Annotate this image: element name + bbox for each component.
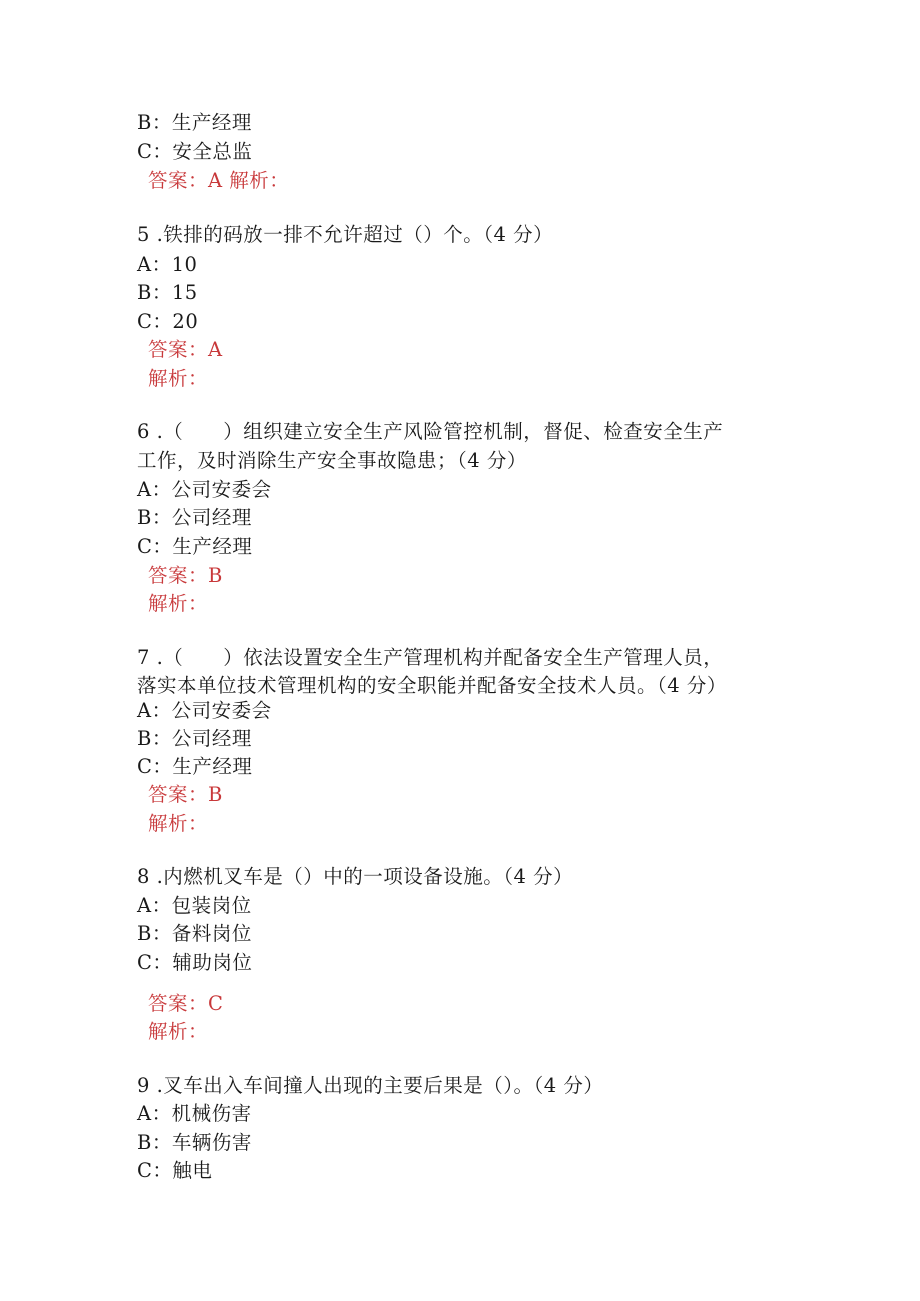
question-stem-cont: 工作，及时消除生产安全事故隐患；（4 分） [137,449,527,472]
question-stem: 9 .叉车出入车间撞人出现的主要后果是（）。（4 分） [137,1074,604,1097]
option-a: A：公司安委会 [137,699,272,722]
question-stem: 5 .铁排的码放一排不允许超过（）个。（4 分） [137,223,554,246]
option-b: B：车辆伤害 [137,1131,252,1154]
option-c: C：生产经理 [137,535,253,558]
option-b: B：生产经理 [137,111,252,134]
option-b: B：公司经理 [137,727,252,750]
option-a: A：10 [137,253,198,276]
question-stem: 6 .（ ）组织建立安全生产风险管控机制，督促、检查安全生产 [137,420,724,443]
option-c: C：20 [137,310,199,333]
option-c: C：安全总监 [137,140,253,163]
question-stem: 7 .（ ）依法设置安全生产管理机构并配备安全生产管理人员， [137,646,724,669]
option-a: A：机械伤害 [137,1102,252,1125]
option-b: B：公司经理 [137,506,252,529]
answer: 答案：B [148,564,223,587]
option-b: B：备料岗位 [137,922,252,945]
option-c: C：触电 [137,1159,213,1182]
question-stem-cont: 落实本单位技术管理机构的安全职能并配备安全技术人员。（4 分） [137,674,727,697]
option-c: C：辅助岗位 [137,951,253,974]
answer: 答案：A [148,338,223,361]
answer: 答案：C [148,992,224,1015]
option-b: B：15 [137,281,198,304]
analysis: 解析： [148,592,209,615]
option-a: A：包装岗位 [137,894,252,917]
answer-analysis: 答案：A 解析： [148,169,290,192]
answer: 答案：B [148,783,223,806]
analysis: 解析： [148,367,209,390]
analysis: 解析： [148,1020,209,1043]
question-stem: 8 .内燃机叉车是（）中的一项设备设施。（4 分） [137,865,574,888]
analysis: 解析： [148,812,209,835]
option-c: C：生产经理 [137,755,253,778]
option-a: A：公司安委会 [137,478,272,501]
